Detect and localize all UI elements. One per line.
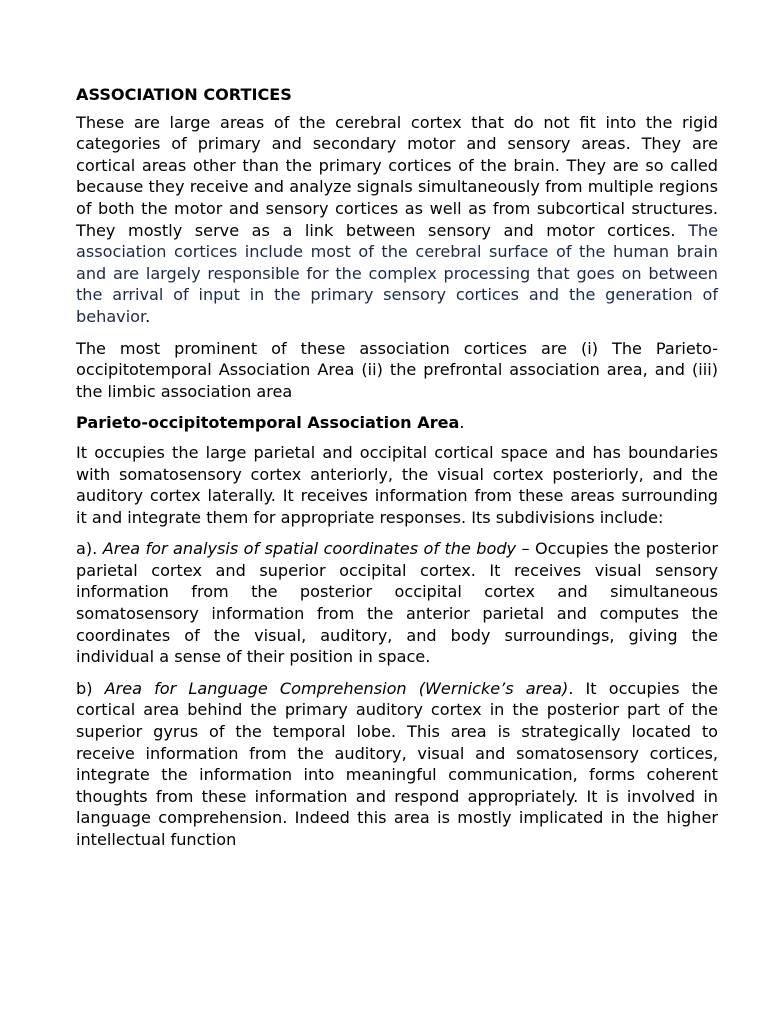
subsection-heading (76, 412, 718, 434)
item-b-text: . It occupies the cortical area behind the primary auditory cortex in the posterior part of the superior gyrus of the temporal lobe. This area is strategically located to receive information from the auditory, visual and somatosensory cortices, integrate the information into meaningful communication, forms coherent thoughts from these information and respond appropriately. It is involved in language comprehension. Indeed this area is mostly implicated in the higher intellectual function (76, 678, 718, 849)
occupies-paragraph: It occupies the large parietal and occipital cortical space and has boundaries with somatosensory cortex anteriorly, the visual cortex posteriorly, and the auditory cortex laterally. It receives information from these areas surrounding it and integrate them for appropriate responses. Its subdivisions include: (76, 442, 718, 527)
subsection-period: . (459, 413, 465, 433)
intro-text-part1: These are large areas of the cerebral cortex that do not fit into the rigid categories of primary and secondary motor and sensory areas. They are cortical areas other than the primary cortices of the brain. They are so called because they receive and analyze signals simultaneously from multiple regions of both the motor and sensory cortices as well as from subcortical structures. They mostly serve as a link between sensory and motor cortices. (76, 112, 718, 240)
item-a-prefix: a). (76, 539, 103, 559)
item-a-title: Area for analysis of spatial coordinates of the body (102, 539, 517, 559)
item-a-text: – Occupies the posterior parietal cortex and superior occipital cortex. It receives visual sensory information from the posterior occipital cortex and simultaneous somatosensory information from the anterior parietal and computes the coordinates of the visual, auditory, and body surroundings, giving the individual a sense of their position in space. (76, 539, 718, 667)
document-page (76, 84, 718, 861)
intro-text-part3: . (145, 306, 151, 326)
intro-paragraph (76, 112, 718, 328)
prominent-paragraph: The most prominent of these association cortices are (i) The Parieto-occipitotemporal Association Area (ii) the prefrontal association area, and (iii) the limbic association area (76, 338, 718, 401)
subsection-title: Parieto-occipitotemporal Association Area (76, 413, 460, 433)
item-b-title: Area for Language Comprehension (Wernicke’s area) (104, 678, 569, 698)
item-a-paragraph (76, 538, 718, 668)
item-b-prefix: b) (76, 678, 105, 698)
item-b-paragraph (76, 678, 718, 851)
intro-text-part2: The association cortices include most of the cerebral surface of the human brain and are largely responsible for the complex processing that goes on between the arrival of input in the primary sensory cortices and the generation of behavior (76, 220, 718, 326)
section-heading: ASSOCIATION CORTICES (76, 85, 292, 104)
